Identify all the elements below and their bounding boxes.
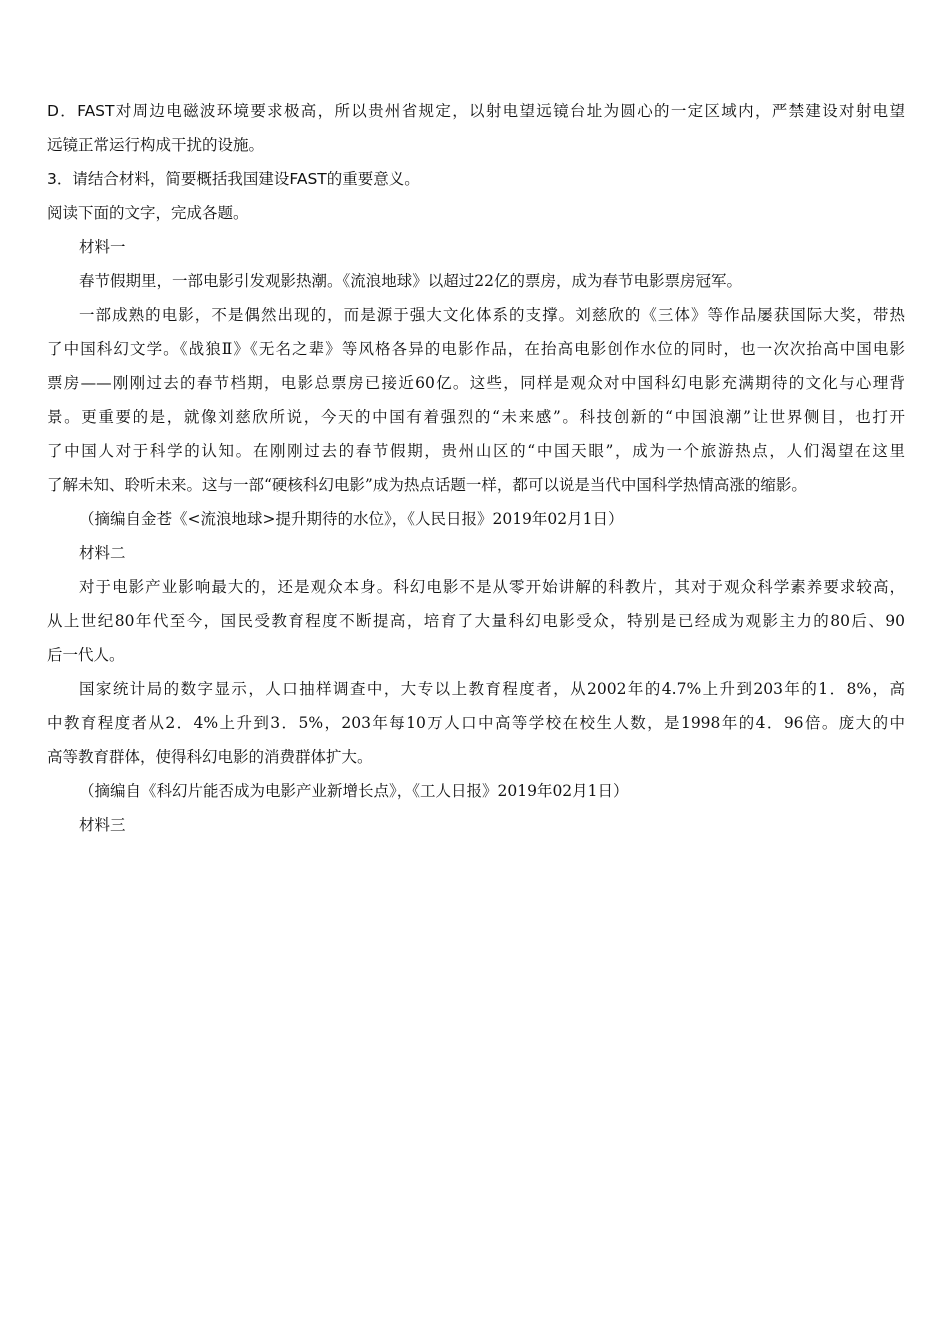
material-1-paragraph-2-line-1: 一部成熟的电影，不是偶然出现的，而是源于强大文化体系的支撑。刘慈欣的《三体》等作品屡获国际大奖，带热 — [79, 306, 905, 324]
reading-instruction: 阅读下面的文字，完成各题。 — [47, 204, 249, 222]
material-1-source: （摘编自金苍《<流浪地球>提升期待的水位》，《人民日报》2019年02月1日） — [79, 510, 624, 528]
material-1-paragraph-2-line-3: 票房——刚刚过去的春节档期，电影总票房已接近60亿。这些，同样是观众对中国科幻电影充满期待的文化与心理背 — [47, 374, 905, 392]
material-1-paragraph-2-line-4: 景。更重要的是，就像刘慈欣所说，今天的中国有着强烈的“未来感”。科技创新的“中国浪潮”让世界侧目，也打开 — [47, 408, 905, 426]
document-body — [47, 100, 905, 848]
material-2-paragraph-2-line-3: 高等教育群体，使得科幻电影的消费群体扩大。 — [47, 748, 373, 766]
material-1-paragraph-2-line-2: 了中国科幻文学。《战狼Ⅱ》《无名之辈》等风格各异的电影作品，在抬高电影创作水位的同时，也一次次抬高中国电影 — [47, 340, 905, 358]
material-3-heading: 材料三 — [79, 816, 126, 834]
material-2-paragraph-2-line-2: 中教育程度者从2．4%上升到3．5%，203年每10万人口中高等学校在校生人数，是1998年的4．96倍。庞大的中 — [47, 714, 905, 732]
material-1-heading: 材料一 — [79, 238, 126, 256]
material-2-paragraph-1-line-2: 从上世纪80年代至今，国民受教育程度不断提高，培育了大量科幻电影受众，特别是已经成为观影主力的80后、90 — [47, 612, 905, 630]
question-d-line-2: 远镜正常运行构成干扰的设施。 — [47, 136, 265, 154]
material-2-paragraph-1-line-3: 后一代人。 — [47, 646, 125, 664]
material-1-paragraph-2-line-5: 了中国人对于科学的认知。在刚刚过去的春节假期，贵州山区的“中国天眼”，成为一个旅游热点，人们渴望在这里 — [47, 442, 905, 460]
question-3: 3．请结合材料，简要概括我国建设FAST的重要意义。 — [47, 170, 420, 188]
material-1-paragraph-2-line-6: 了解未知、聆听未来。这与一部“硬核科幻电影”成为热点话题一样，都可以说是当代中国科学热情高涨的缩影。 — [47, 476, 807, 494]
material-2-source: （摘编自《科幻片能否成为电影产业新增长点》，《工人日报》2019年02月1日） — [79, 782, 629, 800]
material-2-paragraph-2-line-1: 国家统计局的数字显示，人口抽样调查中，大专以上教育程度者，从2002年的4.7%上升到203年的1．8%，高 — [79, 680, 905, 698]
material-2-heading: 材料二 — [79, 544, 126, 562]
material-1-paragraph-1: 春节假期里，一部电影引发观影热潮。《流浪地球》以超过22亿的票房，成为春节电影票房冠军。 — [79, 272, 742, 290]
material-2-paragraph-1-line-1: 对于电影产业影响最大的，还是观众本身。科幻电影不是从零开始讲解的科教片，其对于观众科学素养要求较高， — [79, 578, 905, 596]
question-d-line-1: D．FAST对周边电磁波环境要求极高，所以贵州省规定，以射电望远镜台址为圆心的一定区域内，严禁建设对射电望 — [47, 102, 905, 120]
